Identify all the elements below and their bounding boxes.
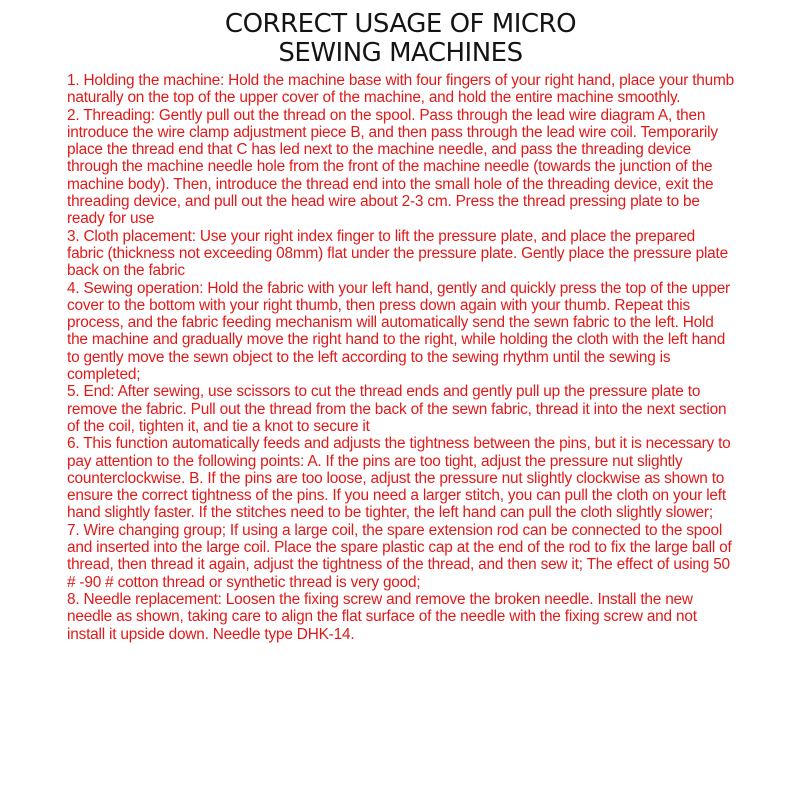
step-tightness-adjustment: 6. This function automatically feeds and adjusts the tightness between the pins, but it is necessary to pay attention to the following points: A. If the pins are too tight, adjust the pressure nut slightly counterclockwise. B. If the pins are too loose, adjust the pressure nut slightly clockwise as shown to ensure the correct tightness of the pins. If you need a larger stitch, you can pull the cloth on your left hand slightly faster. If the stitches need to be tighter, the left hand can pull the cloth slightly slower; — [67, 435, 731, 522]
step-threading: 2. Threading: Gently pull out the thread on the spool. Pass through the lead wire diagram A, then introduce the wire clamp adjustment piece B, and then pass through the lead wire coil. Temporarily place the thread end that C has led next to the machine needle, and pass the threading device through the machine needle hole from the front of the machine needle (towards the junction of the machine body). Then, introduce the thread end into the small hole of the threading device, exit the threading device, and pull out the head wire about 2-3 cm. Press the thread pressing plate to be ready for use — [67, 106, 718, 228]
step-sewing-operation: 4. Sewing operation: Hold the fabric with your left hand, gently and quickly press the top of the upper cover to the bottom with your right thumb, then press down again with your thumb. Repeat this process, and the fabric feeding mechanism will automatically send the sewn fabric to the left. Hold the machine and gradually move the right hand to the right, while holding the cloth with the left hand to gently move the sewn object to the left according to the sewing rhythm until the sewing is completed; — [67, 279, 730, 384]
step-end: 5. End: After sewing, use scissors to cut the thread ends and gently pull up the pressure plate to remove the fabric. Pull out the thread from the back of the sewn fabric, thread it into the next section of the coil, tighten it, and tie a knot to secure it — [67, 383, 727, 435]
title-line-2: SEWING MACHINES — [278, 38, 523, 68]
step-needle-replacement: 8. Needle replacement: Loosen the fixing screw and remove the broken needle. Install the new needle as shown, taking care to align the flat surface of the needle with the fixing screw and not install it upside down. Needle type DHK-14. — [67, 590, 697, 643]
title-line-1: CORRECT USAGE OF MICRO — [224, 9, 577, 39]
page-title — [67, 10, 734, 68]
step-cloth-placement: 3. Cloth placement: Use your right index finger to lift the pressure plate, and place the prepared fabric (thickness not exceeding 08mm) flat under the pressure plate. Gently place the pressure plate back on the fabric — [67, 227, 728, 280]
step-holding-machine: 1. Holding the machine: Hold the machine base with four fingers of your right hand, place your thumb naturally on the top of the upper cover of the machine, and hold the entire machine smoothly. — [67, 72, 734, 107]
step-wire-changing: 7. Wire changing group; If using a large coil, the spare extension rod can be connected to the spool and inserted into the large coil. Place the spare plastic cap at the end of the rod to fix the large ball of thread, then thread it again, adjust the tightness of the thread, and then sew it; The effect of using 50 # -90 # cotton thread or synthetic thread is very good; — [67, 521, 732, 591]
instructions-body — [67, 72, 734, 643]
